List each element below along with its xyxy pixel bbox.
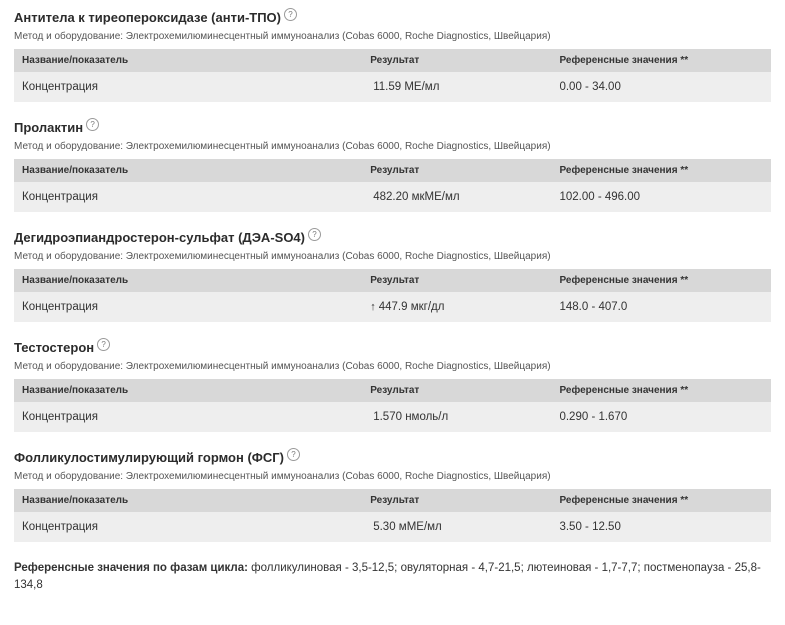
row-reference: 0.00 - 34.00: [551, 72, 771, 102]
row-name: Концентрация: [14, 402, 362, 432]
row-result: [362, 512, 551, 542]
column-header-name: Название/показатель: [14, 159, 362, 182]
table-row: [14, 402, 771, 432]
test-title-label: Пролактин: [14, 120, 84, 135]
test-title-label: Антитела к тиреопероксидазе (анти-ТПО): [14, 10, 282, 25]
help-icon[interactable]: ?: [86, 118, 99, 131]
table-row: [14, 72, 771, 102]
test-method-line: Метод и оборудование: Электрохемилюминесцентный иммуноанализ (Cobas 6000, Roche Diagnostics, Швейцария): [14, 361, 551, 372]
row-result-value: 1.570 нмоль/л: [373, 411, 449, 423]
row-result-value: 5.30 мМЕ/мл: [373, 521, 442, 533]
table-header-row: [14, 159, 771, 182]
test-title: [14, 340, 771, 356]
row-result-value: 447.9 мкг/дл: [378, 301, 445, 313]
table-header-row: [14, 489, 771, 512]
table-header-row: [14, 379, 771, 402]
test-title-label: Фолликулостимулирующий гормон (ФСГ): [14, 450, 284, 465]
column-header-result: Результат: [362, 159, 551, 182]
test-title: [14, 450, 771, 466]
row-reference: 3.50 - 12.50: [551, 512, 771, 542]
column-header-name: Название/показатель: [14, 379, 362, 402]
table-row: [14, 292, 771, 322]
test-block: [14, 340, 771, 432]
row-reference: 0.290 - 1.670: [551, 402, 771, 432]
row-reference: 148.0 - 407.0: [551, 292, 771, 322]
result-table: [14, 49, 771, 102]
result-table: [14, 379, 771, 432]
column-header-result: Результат: [362, 49, 551, 72]
column-header-reference: Референсные значения **: [551, 379, 771, 402]
column-header-reference: Референсные значения **: [551, 269, 771, 292]
help-icon[interactable]: ?: [284, 8, 297, 21]
row-name: Концентрация: [14, 182, 362, 212]
column-header-result: Результат: [362, 379, 551, 402]
test-method-line: Метод и оборудование: Электрохемилюминесцентный иммуноанализ (Cobas 6000, Roche Diagnostics, Швейцария): [14, 471, 551, 482]
test-method-line: Метод и оборудование: Электрохемилюминесцентный иммуноанализ (Cobas 6000, Roche Diagnostics, Швейцария): [14, 251, 551, 262]
test-block: [14, 120, 771, 212]
row-result: [362, 72, 551, 102]
column-header-reference: Референсные значения **: [551, 489, 771, 512]
row-result: [362, 292, 551, 322]
table-row: [14, 512, 771, 542]
row-reference: 102.00 - 496.00: [551, 182, 771, 212]
result-table: [14, 159, 771, 212]
row-result-value: 482.20 мкМЕ/мл: [373, 191, 460, 203]
footnote-label: Референсные значения по фазам цикла:: [14, 562, 248, 574]
result-table: [14, 489, 771, 542]
help-icon[interactable]: ?: [287, 448, 300, 461]
test-method-line: Метод и оборудование: Электрохемилюминесцентный иммуноанализ (Cobas 6000, Roche Diagnostics, Швейцария): [14, 31, 551, 42]
cycle-phase-footnote: [14, 560, 771, 594]
row-result: [362, 182, 551, 212]
test-title: [14, 10, 771, 26]
column-header-result: Результат: [362, 489, 551, 512]
row-result-value: 11.59 МЕ/мл: [373, 81, 440, 93]
test-block: [14, 230, 771, 322]
help-icon[interactable]: ?: [97, 338, 110, 351]
high-flag-icon: ↑: [370, 301, 376, 313]
row-name: Концентрация: [14, 292, 362, 322]
footnote-text: фолликулиновая - 3,5-12,5; овуляторная - 4,7-21,5; лютеиновая - 1,7-7,7; постменопауза - 25,8-134,8: [14, 562, 761, 591]
column-header-reference: Референсные значения **: [551, 49, 771, 72]
row-name: Концентрация: [14, 72, 362, 102]
column-header-name: Название/показатель: [14, 49, 362, 72]
column-header-result: Результат: [362, 269, 551, 292]
help-icon[interactable]: ?: [308, 228, 321, 241]
table-row: [14, 182, 771, 212]
test-block: [14, 450, 771, 542]
result-table: [14, 269, 771, 322]
row-result: [362, 402, 551, 432]
test-title: [14, 120, 771, 136]
test-block: [14, 10, 771, 102]
table-header-row: [14, 269, 771, 292]
test-title-label: Тестостерон: [14, 340, 95, 355]
test-title-label: Дегидроэпиандростерон-сульфат (ДЭА-SO4): [14, 230, 305, 245]
column-header-name: Название/показатель: [14, 269, 362, 292]
test-method-line: Метод и оборудование: Электрохемилюминесцентный иммуноанализ (Cobas 6000, Roche Diagnostics, Швейцария): [14, 141, 551, 152]
table-header-row: [14, 49, 771, 72]
row-name: Концентрация: [14, 512, 362, 542]
test-title: [14, 230, 771, 246]
column-header-reference: Референсные значения **: [551, 159, 771, 182]
column-header-name: Название/показатель: [14, 489, 362, 512]
